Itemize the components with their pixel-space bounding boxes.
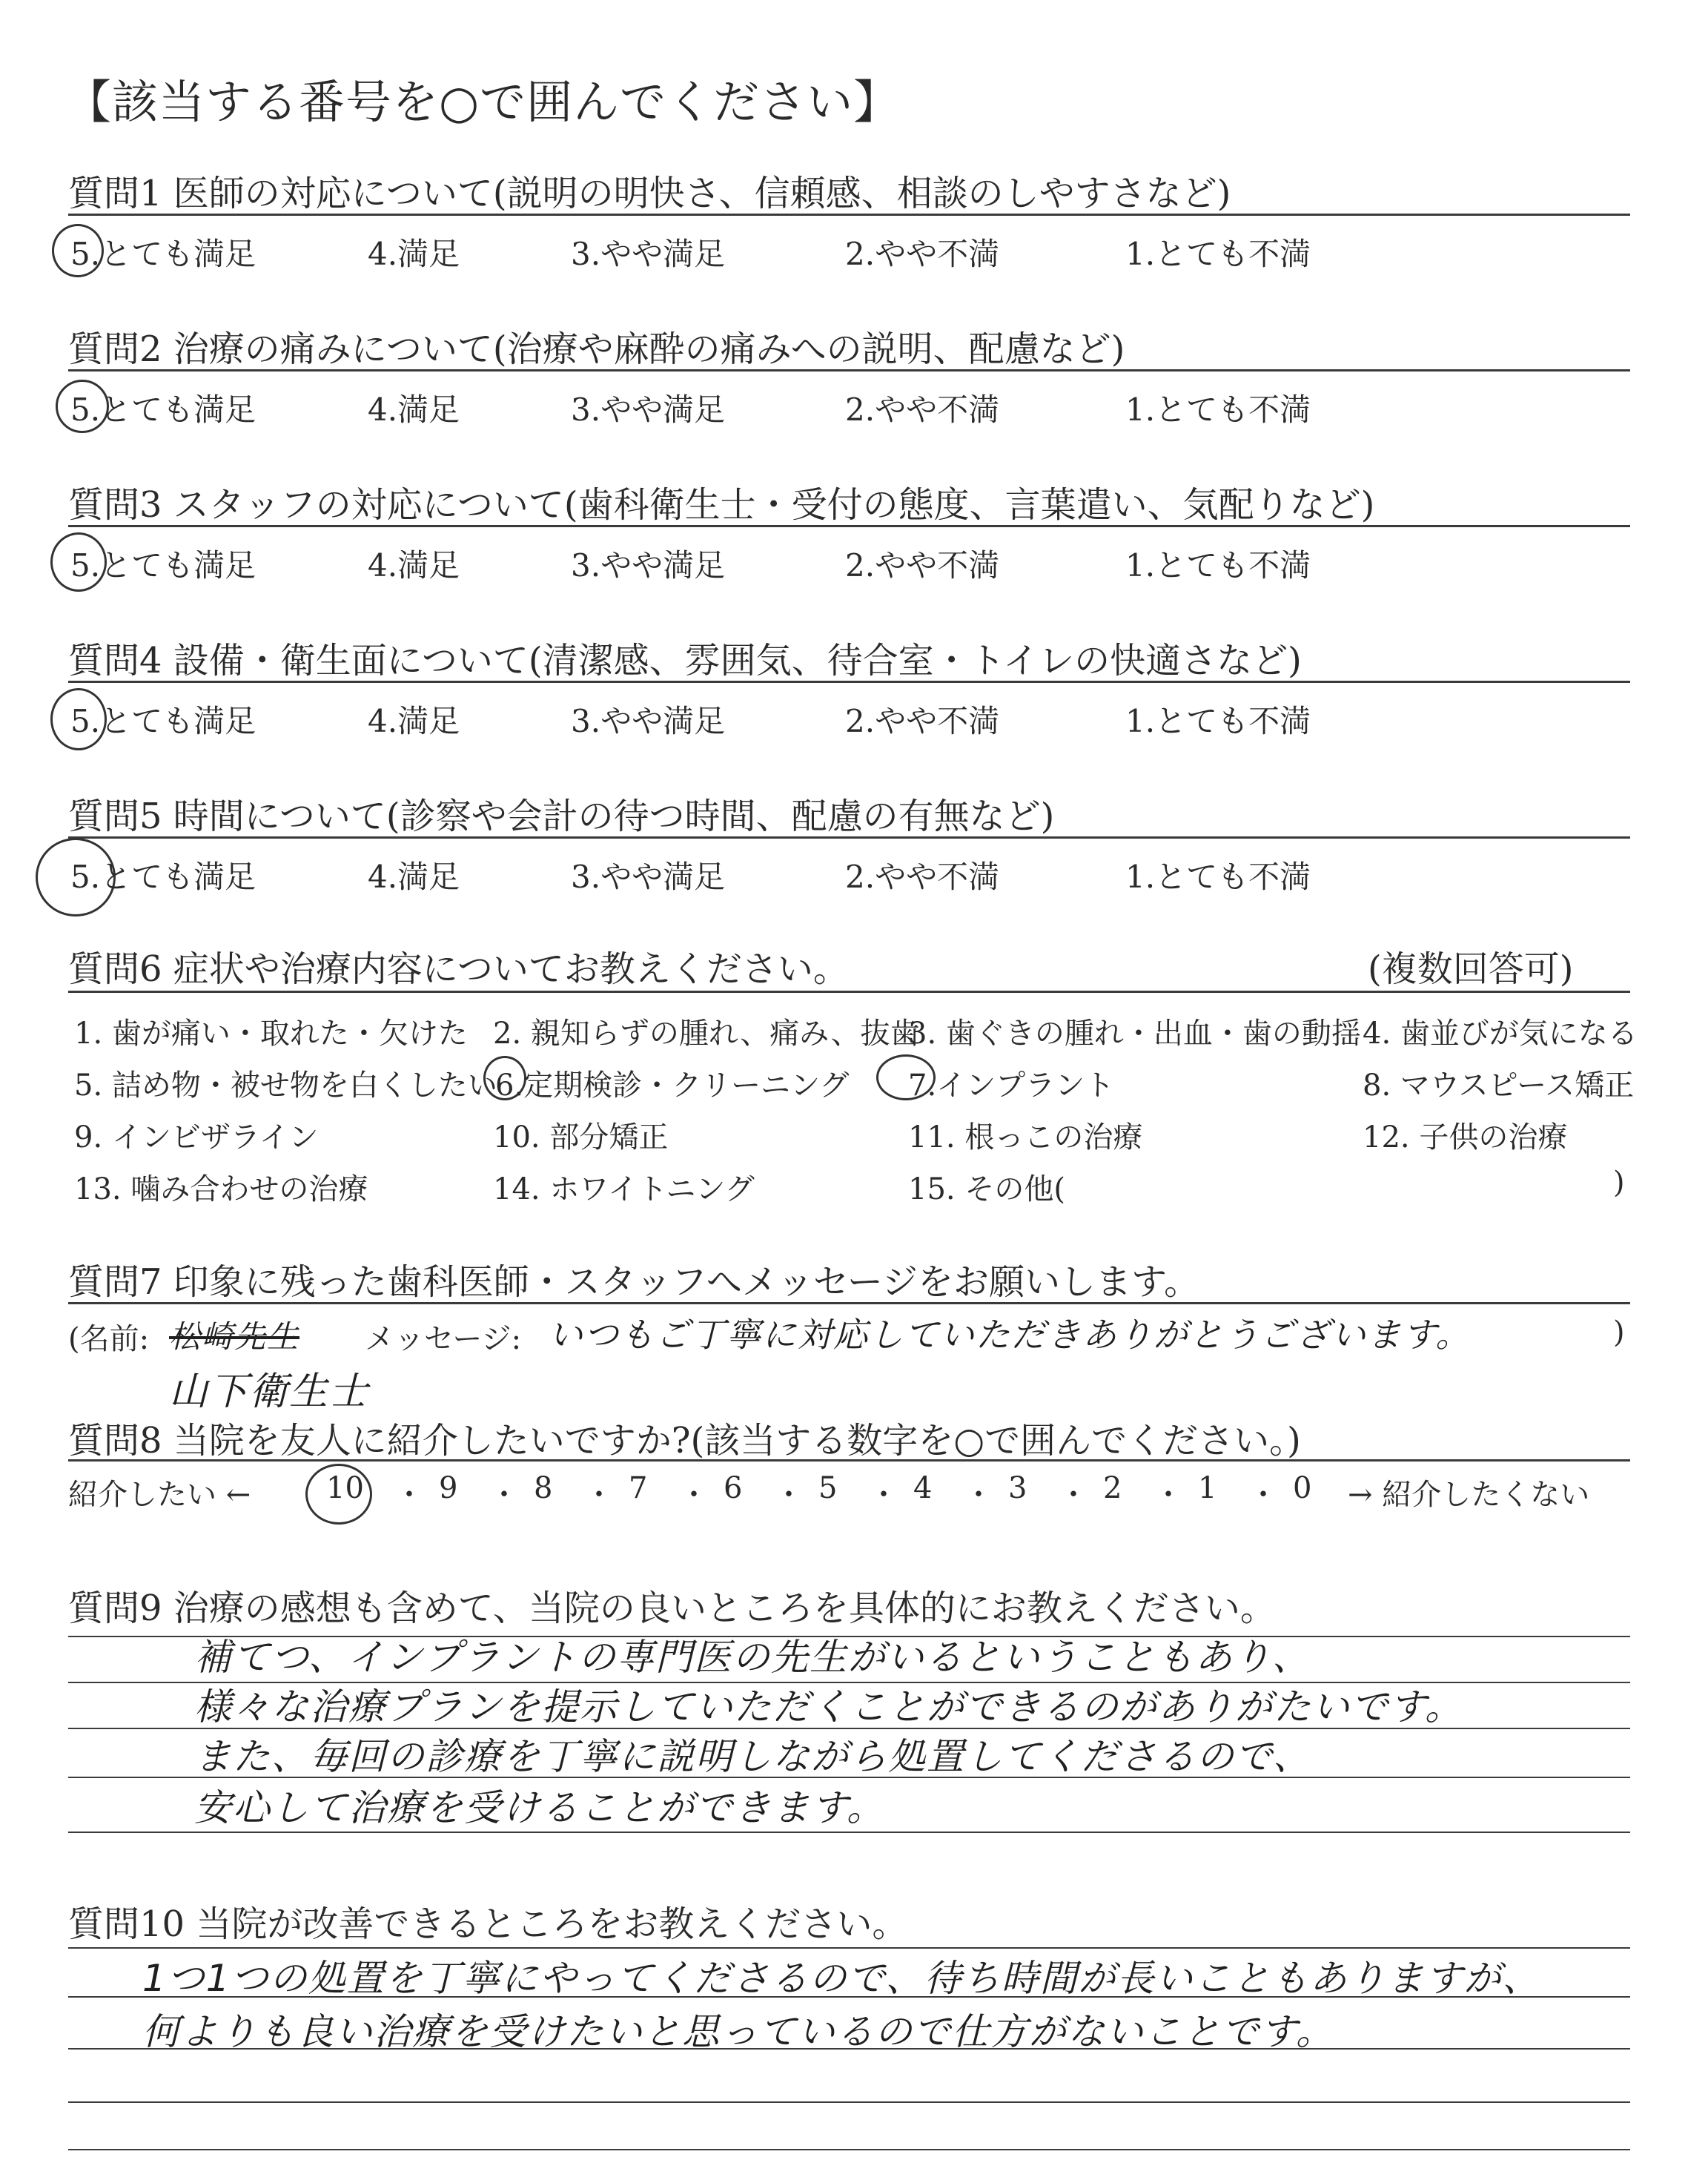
q5-option-4[interactable]: 4.満足 bbox=[368, 859, 460, 895]
scale-9[interactable]: 9 bbox=[439, 1471, 458, 1505]
q6-option-6[interactable]: 6.定期検診・クリーニング bbox=[495, 1069, 850, 1103]
q6-option-1[interactable]: 1. 歯が痛い・取れた・欠けた bbox=[74, 1017, 468, 1051]
q6-option-10[interactable]: 10. 部分矯正 bbox=[493, 1120, 669, 1155]
q6-option-15[interactable]: 15. その他( bbox=[908, 1172, 1065, 1206]
question-1-rule bbox=[68, 214, 1630, 216]
question-1: 質問1 医師の対応について(説明の明快さ、信頼感、相談のしやすさなど) bbox=[68, 173, 1231, 214]
q10-answer-line-1[interactable]: 1つ1つの処置を丁寧にやってくださるので、待ち時間が長いこともありますが、 bbox=[142, 1957, 1541, 2000]
q1-option-1[interactable]: 1.とても不満 bbox=[1125, 236, 1311, 272]
scale-6[interactable]: 6 bbox=[724, 1471, 743, 1505]
message-label: メッセージ: bbox=[365, 1322, 522, 1356]
q1-option-2[interactable]: 2.やや不満 bbox=[845, 236, 1000, 272]
q2-option-4[interactable]: 4.満足 bbox=[368, 392, 460, 428]
q1-option-3[interactable]: 3.やや満足 bbox=[571, 236, 726, 272]
q3-option-1[interactable]: 1.とても不満 bbox=[1125, 547, 1311, 584]
q6-option-5[interactable]: 5. 詰め物・被せ物を白くしたい bbox=[74, 1069, 497, 1103]
question-8-rule bbox=[68, 1459, 1630, 1462]
question-5-rule bbox=[68, 836, 1630, 839]
q1-option-4[interactable]: 4.満足 bbox=[368, 236, 460, 272]
q3-option-2[interactable]: 2.やや不満 bbox=[845, 547, 1000, 584]
q2-option-5[interactable]: 5.とても満足 bbox=[70, 392, 256, 428]
q2-option-1[interactable]: 1.とても不満 bbox=[1125, 392, 1311, 428]
q9-answer-line-3[interactable]: また、毎回の診療を丁寧に説明しながら処置してくださるので、 bbox=[194, 1735, 1311, 1778]
q6-option-13[interactable]: 13. 噛み合わせの治療 bbox=[74, 1172, 368, 1206]
question-7: 質問7 印象に残った歯科医師・スタッフへメッセージをお願いします。 bbox=[68, 1261, 1200, 1303]
struck-name: 松崎先生 bbox=[169, 1318, 300, 1355]
q10-answer-line-2[interactable]: 何よりも良い治療を受けたいと思っているので仕方がないことです。 bbox=[142, 2010, 1334, 2053]
scale-4[interactable]: 4 bbox=[913, 1471, 933, 1505]
question-4-rule bbox=[68, 681, 1630, 683]
multiple-answer-note: (複数回答可) bbox=[1368, 948, 1574, 990]
q6-other-close: ) bbox=[1613, 1166, 1625, 1200]
q6-option-4[interactable]: 4. 歯並びが気になる bbox=[1363, 1017, 1638, 1051]
question-6: 質問6 症状や治療内容についてお教えください。 bbox=[68, 948, 849, 990]
scale-5[interactable]: 5 bbox=[818, 1471, 838, 1505]
q3-option-4[interactable]: 4.満足 bbox=[368, 547, 460, 584]
q6-option-8[interactable]: 8. マウスピース矯正 bbox=[1363, 1069, 1635, 1103]
question-4: 質問4 設備・衛生面について(清潔感、雰囲気、待合室・トイレの快適さなど) bbox=[68, 640, 1302, 681]
question-2: 質問2 治療の痛みについて(治療や麻酔の痛みへの説明、配慮など) bbox=[68, 328, 1125, 370]
message-text[interactable]: いつもご丁寧に対応していただきありがとうございます。 bbox=[549, 1315, 1472, 1355]
question-3: 質問3 スタッフの対応について(歯科衛生士・受付の態度、言葉遣い、気配りなど) bbox=[68, 484, 1375, 526]
question-7-rule bbox=[68, 1302, 1630, 1304]
q5-option-1[interactable]: 1.とても不満 bbox=[1125, 859, 1311, 895]
question-10: 質問10 当院が改善できるところをお教えください。 bbox=[68, 1903, 908, 1945]
q9-answer-line-4[interactable]: 安心して治療を受けることができます。 bbox=[194, 1786, 885, 1829]
q6-option-11[interactable]: 11. 根っこの治療 bbox=[908, 1120, 1143, 1155]
question-6-rule bbox=[68, 991, 1630, 993]
scale-2[interactable]: 2 bbox=[1103, 1471, 1122, 1505]
q4-option-1[interactable]: 1.とても不満 bbox=[1125, 703, 1311, 739]
scale-right-label: → 紹介したくない bbox=[1348, 1478, 1590, 1512]
scale-8[interactable]: 8 bbox=[534, 1471, 553, 1505]
scale-3[interactable]: 3 bbox=[1008, 1471, 1027, 1505]
question-5: 質問5 時間について(診察や会計の待つ時間、配慮の有無など) bbox=[68, 796, 1055, 837]
scale-left-label: 紹介したい ← bbox=[68, 1478, 251, 1512]
q4-option-4[interactable]: 4.満足 bbox=[368, 703, 460, 739]
q3-option-3[interactable]: 3.やや満足 bbox=[571, 547, 726, 584]
q6-option-9[interactable]: 9. インビザライン bbox=[74, 1120, 319, 1155]
message-close: ) bbox=[1613, 1315, 1625, 1350]
staff-name[interactable]: 山下衛生士 bbox=[169, 1370, 370, 1414]
scale-10[interactable]: 10 bbox=[326, 1471, 364, 1505]
q5-option-2[interactable]: 2.やや不満 bbox=[845, 859, 1000, 895]
q4-option-3[interactable]: 3.やや満足 bbox=[571, 703, 726, 739]
q6-option-14[interactable]: 14. ホワイトニング bbox=[493, 1172, 755, 1206]
q6-option-2[interactable]: 2. 親知らずの腫れ、痛み、抜歯 bbox=[493, 1017, 920, 1051]
page-title: 【該当する番号を○で囲んでください】 bbox=[65, 75, 901, 129]
q1-option-5[interactable]: 5.とても満足 bbox=[70, 236, 256, 272]
q2-option-2[interactable]: 2.やや不満 bbox=[845, 392, 1000, 428]
q9-answer-line-1[interactable]: 補てつ、インプラントの専門医の先生がいるということもあり、 bbox=[194, 1636, 1311, 1679]
q4-option-2[interactable]: 2.やや不満 bbox=[845, 703, 1000, 739]
question-3-rule bbox=[68, 525, 1630, 527]
name-label: (名前: bbox=[68, 1322, 150, 1356]
q9-answer-line-2[interactable]: 様々な治療プランを提示していただくことができるのがありがたいです。 bbox=[194, 1685, 1463, 1728]
q5-option-5[interactable]: 5.とても満足 bbox=[70, 859, 256, 895]
question-8: 質問8 当院を友人に紹介したいですか?(該当する数字を○で囲んでください。) bbox=[68, 1420, 1301, 1462]
q5-option-3[interactable]: 3.やや満足 bbox=[571, 859, 726, 895]
scale-7[interactable]: 7 bbox=[629, 1471, 648, 1505]
question-2-rule bbox=[68, 369, 1630, 371]
q6-option-3[interactable]: 3. 歯ぐきの腫れ・出血・歯の動揺 bbox=[908, 1017, 1361, 1051]
question-9: 質問9 治療の感想も含めて、当院の良いところを具体的にお教えください。 bbox=[68, 1588, 1276, 1629]
q2-option-3[interactable]: 3.やや満足 bbox=[571, 392, 726, 428]
q6-option-7[interactable]: 7.インプラント bbox=[908, 1069, 1115, 1103]
q4-option-5[interactable]: 5.とても満足 bbox=[70, 703, 256, 739]
scale-1[interactable]: 1 bbox=[1198, 1471, 1217, 1505]
q3-option-5[interactable]: 5.とても満足 bbox=[70, 547, 256, 584]
scale-0[interactable]: 0 bbox=[1293, 1471, 1312, 1505]
q6-option-12[interactable]: 12. 子供の治療 bbox=[1363, 1120, 1568, 1155]
